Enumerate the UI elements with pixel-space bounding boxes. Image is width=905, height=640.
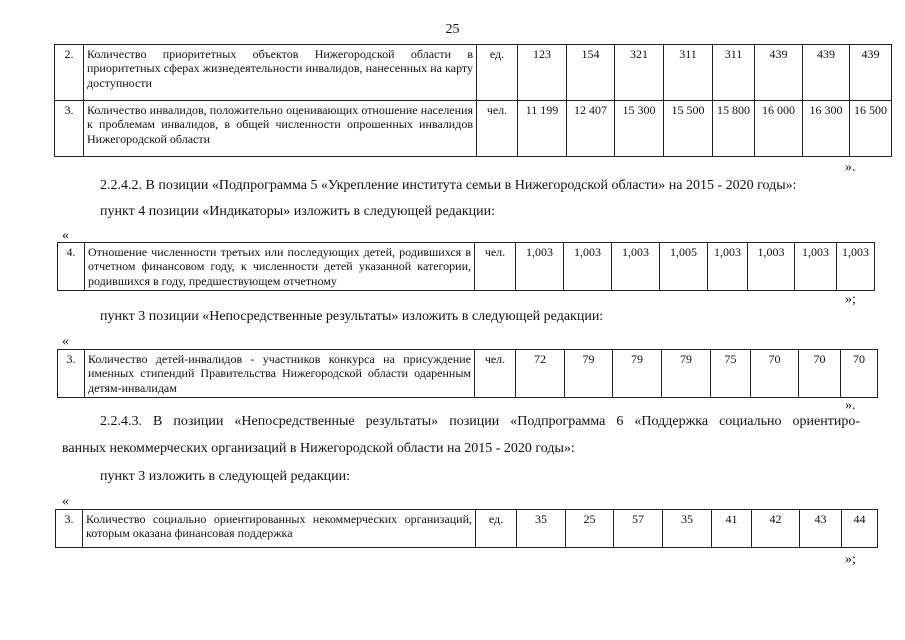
- row-value: 439: [850, 45, 892, 101]
- row-unit: ед.: [476, 510, 517, 548]
- indicator-table-2: [57, 242, 875, 291]
- row-value: 72: [516, 350, 565, 398]
- row-value: 1,003: [837, 243, 875, 291]
- table-row: [55, 45, 892, 101]
- indicator-table-4: [55, 509, 878, 548]
- row-value: 75: [711, 350, 751, 398]
- paragraph-2-2-4-3-line1: 2.2.4.3. В позиции «Непосредственные результаты» позиции «Подпрограмма 6 «Поддержка социально ориентиро-: [100, 414, 860, 429]
- row-value: 154: [567, 45, 615, 101]
- row-value: 15 300: [615, 101, 664, 157]
- row-value: 1,003: [516, 243, 564, 291]
- row-description: Количество социально ориентированных некоммерческих организаций, которым оказана финансовая поддержка: [83, 510, 476, 548]
- row-value: 43: [800, 510, 842, 548]
- row-unit: ед.: [477, 45, 518, 101]
- paragraph-direct-results: пункт 3 позиции «Непосредственные результаты» изложить в следующей редакции:: [100, 309, 604, 324]
- row-value: 42: [752, 510, 800, 548]
- table-row: [58, 350, 878, 398]
- row-value: 57: [614, 510, 663, 548]
- row-unit: чел.: [475, 350, 516, 398]
- row-value: 1,003: [708, 243, 748, 291]
- table-row: [58, 243, 875, 291]
- row-description: Количество приоритетных объектов Нижегородской области в приоритетных сферах жизнедеятельности инвалидов, нанесенных на карту доступности: [84, 45, 477, 101]
- row-value: 1,003: [748, 243, 795, 291]
- row-value: 1,003: [795, 243, 837, 291]
- row-value: 311: [713, 45, 755, 101]
- opening-quote: «: [62, 494, 69, 509]
- row-value: 44: [842, 510, 878, 548]
- row-unit: чел.: [477, 101, 518, 157]
- row-number: 4.: [58, 243, 85, 291]
- indicator-table-1: [54, 44, 892, 157]
- row-value: 439: [755, 45, 803, 101]
- row-value: 25: [566, 510, 614, 548]
- closing-quote: ».: [845, 398, 856, 413]
- row-number: 3.: [58, 350, 85, 398]
- paragraph-indicators: пункт 4 позиции «Индикаторы» изложить в следующей редакции:: [100, 204, 495, 219]
- row-number: 3.: [56, 510, 83, 548]
- row-value: 35: [663, 510, 712, 548]
- row-number: 2.: [55, 45, 84, 101]
- page-number: 25: [445, 22, 460, 37]
- row-value: 11 199: [518, 101, 567, 157]
- closing-quote: »;: [845, 552, 856, 567]
- row-value: 16 500: [850, 101, 892, 157]
- indicator-table-3: [57, 349, 878, 398]
- closing-quote: ».: [845, 160, 856, 175]
- opening-quote: «: [62, 334, 69, 349]
- row-value: 1,003: [564, 243, 612, 291]
- opening-quote: «: [62, 228, 69, 243]
- paragraph-2-2-4-3-line2: ванных некоммерческих организаций в Нижегородской области на 2015 - 2020 годы»:: [62, 441, 575, 456]
- row-value: 311: [664, 45, 713, 101]
- row-value: 1,005: [660, 243, 708, 291]
- row-value: 321: [615, 45, 664, 101]
- paragraph-point-3: пункт 3 изложить в следующей редакции:: [100, 469, 350, 484]
- table-row: [56, 510, 878, 548]
- row-value: 1,003: [612, 243, 660, 291]
- row-value: 79: [613, 350, 662, 398]
- row-value: 35: [517, 510, 566, 548]
- row-description: Отношение численности третьих или последующих детей, родившихся в отчетном финансовом году, к численности детей указанной категории, родившихся в году, предшествующем отчетному: [85, 243, 475, 291]
- row-description: Количество детей-инвалидов - участников конкурса на присуждение именных стипендий Правительства Нижегородской области одаренным детям-инвалидам: [85, 350, 475, 398]
- row-value: 123: [518, 45, 567, 101]
- row-value: 439: [803, 45, 850, 101]
- row-value: 70: [799, 350, 841, 398]
- row-value: 79: [662, 350, 711, 398]
- row-value: 70: [751, 350, 799, 398]
- row-value: 79: [565, 350, 613, 398]
- row-number: 3.: [55, 101, 84, 157]
- row-value: 16 000: [755, 101, 803, 157]
- row-unit: чел.: [475, 243, 516, 291]
- row-value: 16 300: [803, 101, 850, 157]
- row-value: 41: [712, 510, 752, 548]
- row-value: 12 407: [567, 101, 615, 157]
- closing-quote: »;: [845, 292, 856, 307]
- row-value: 15 500: [664, 101, 713, 157]
- table-row: [55, 101, 892, 157]
- row-value: 15 800: [713, 101, 755, 157]
- row-description: Количество инвалидов, положительно оценивающих отношение населения к проблемам инвалидов, в общей численности опрошенных инвалидов Нижегородской области: [84, 101, 477, 157]
- row-value: 70: [841, 350, 878, 398]
- paragraph-2-2-4-2: 2.2.4.2. В позиции «Подпрограмма 5 «Укрепление института семьи в Нижегородской области» на 2015 - 2020 годы»:: [100, 178, 797, 193]
